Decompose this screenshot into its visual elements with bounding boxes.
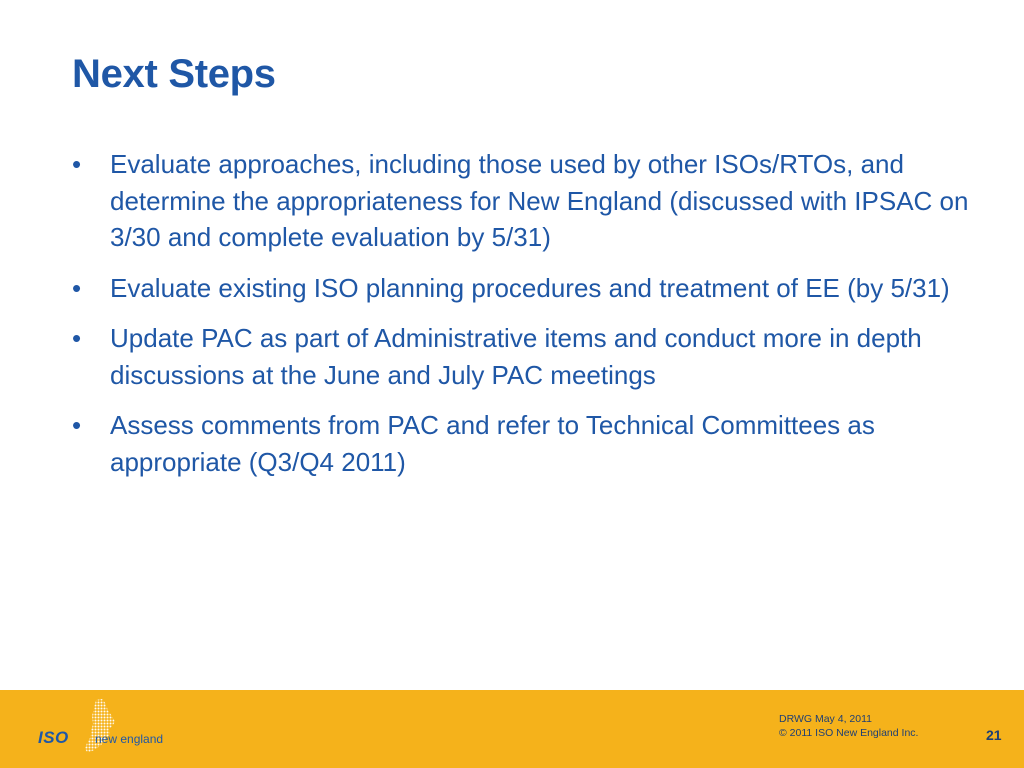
bullet-icon: • (72, 272, 82, 303)
bullet-item (72, 270, 982, 307)
footer-meta (779, 712, 918, 740)
bullet-icon: • (72, 323, 82, 353)
logo-wordmark: new england (95, 732, 164, 746)
slide-title: Next Steps (72, 52, 276, 96)
bullet-item (72, 320, 982, 393)
page-number: 21 (986, 727, 1002, 743)
meeting-date: DRWG May 4, 2011 (779, 713, 872, 725)
bullet-icon: • (72, 149, 82, 179)
bullet-item (72, 407, 982, 480)
iso-new-england-logo (38, 698, 188, 760)
bullet-list (72, 146, 982, 494)
footer-band (0, 690, 1024, 768)
bullet-text: Evaluate approaches, including those used by other ISOs/RTOs, and determine the appropriateness for New England (discussed with IPSAC on 3/30 and complete evaluation by 5/31) (110, 149, 969, 252)
bullet-item (72, 146, 982, 256)
bullet-text: Assess comments from PAC and refer to Technical Committees as appropriate (Q3/Q4 2011) (110, 410, 875, 477)
bullet-text: Evaluate existing ISO planning procedures and treatment of EE (by 5/31) (110, 272, 950, 303)
bullet-icon: • (72, 410, 82, 440)
bullet-text: Update PAC as part of Administrative items and conduct more in depth discussions at the June and July PAC meetings (110, 323, 922, 390)
copyright-notice: © 2011 ISO New England Inc. (779, 727, 919, 739)
logo-iso-mark: ISO (38, 728, 69, 747)
